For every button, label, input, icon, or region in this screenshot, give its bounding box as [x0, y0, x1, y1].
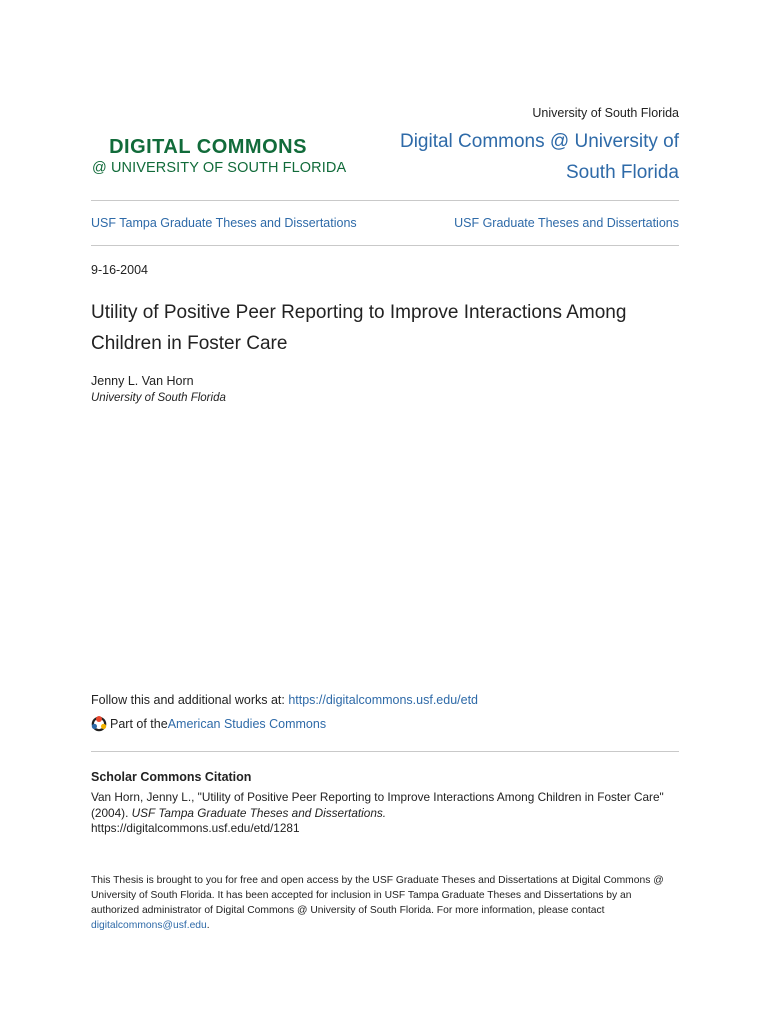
- access-notice: [91, 873, 681, 933]
- logo-line-2: @ UNIVERSITY OF SOUTH FLORIDA: [92, 160, 347, 176]
- logo-line-1: DIGITAL COMMONS: [109, 136, 307, 158]
- divider: [91, 751, 679, 752]
- citation-url: https://digitalcommons.usf.edu/etd/1281: [91, 821, 300, 835]
- repository-link[interactable]: Digital Commons @ University of South Florida: [399, 131, 679, 183]
- follow-line: [91, 693, 478, 707]
- network-commons-icon: [91, 716, 107, 732]
- document-title: Utility of Positive Peer Reporting to Improve Interactions Among Children in Foster Care: [91, 302, 627, 354]
- divider: [91, 245, 679, 246]
- access-notice-text: This Thesis is brought to you for free and open access by the USF Graduate Theses and Dissertations at Digital Commons @ University of South Florida. It has been accepted for inclusion in USF Tampa Graduate Theses and Dissertations by an authorized administrator of Digital Commons @ University of South Florida. For more information, please contact: [91, 875, 664, 916]
- nav-link-graduate-theses[interactable]: USF Graduate Theses and Dissertations: [454, 216, 679, 230]
- digital-commons-logo[interactable]: [92, 136, 372, 186]
- access-notice-end: .: [206, 920, 210, 931]
- part-of-prefix: Part of the: [110, 717, 168, 731]
- part-of-line: [91, 716, 326, 732]
- american-studies-commons-link[interactable]: American Studies Commons: [167, 717, 327, 731]
- citation-series: USF Tampa Graduate Theses and Dissertations.: [131, 805, 387, 820]
- citation-body: Van Horn, Jenny L., "Utility of Positive Peer Reporting to Improve Interactions Among Children in Foster Care" (2004).: [91, 790, 664, 820]
- follow-prefix: Follow this and additional works at:: [91, 693, 289, 707]
- author-affiliation: University of South Florida: [91, 392, 226, 404]
- etd-collection-link[interactable]: https://digitalcommons.usf.edu/etd: [288, 693, 479, 707]
- institution-name: University of South Florida: [532, 106, 679, 120]
- author-name: Jenny L. Van Horn: [91, 374, 194, 388]
- publication-date: 9-16-2004: [91, 263, 148, 277]
- divider: [91, 200, 679, 201]
- citation-heading: Scholar Commons Citation: [91, 770, 252, 784]
- citation-text: [91, 790, 681, 837]
- contact-email-link[interactable]: digitalcommons@usf.edu: [91, 920, 207, 931]
- nav-link-tampa-theses[interactable]: USF Tampa Graduate Theses and Dissertations: [91, 216, 357, 230]
